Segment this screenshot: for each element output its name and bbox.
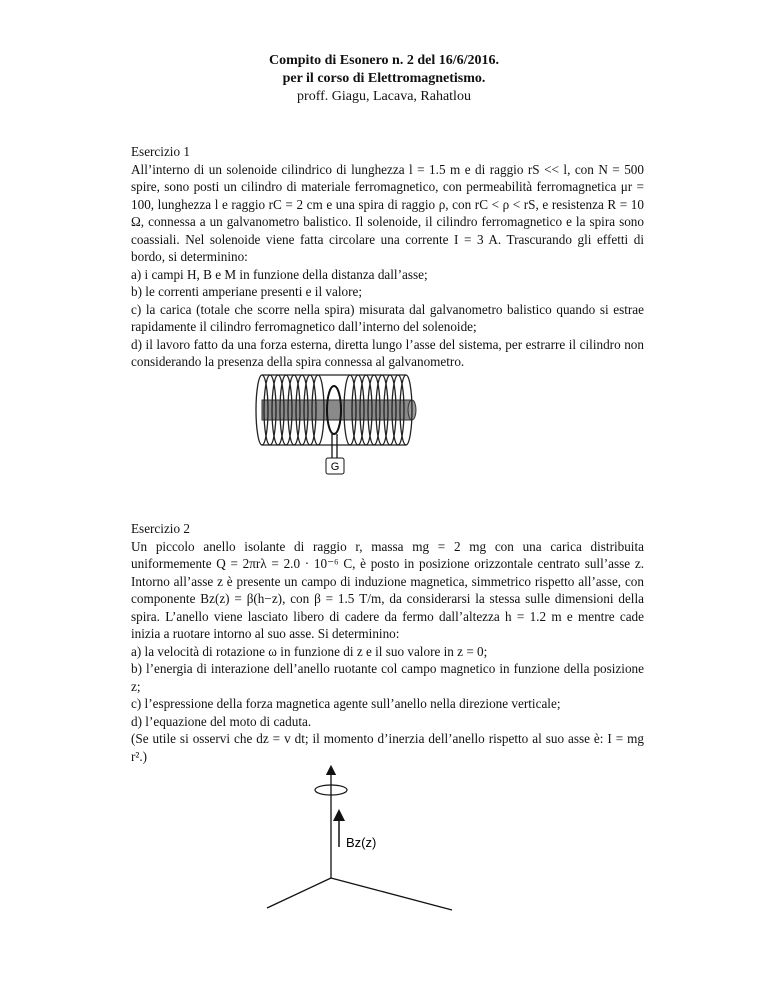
exercise-2-item-c: c) l’espressione della forza magnetica agente sull’anello nella direzione verticale;: [131, 696, 561, 711]
exercise-1-item-c: c) la carica (totale che scorre nella spira) misurata dal galvanometro balistico quando si estrae rapidamente il cilindro ferromagnetico dall’interno del solenoide;: [131, 301, 644, 334]
exercise-2-body: Un piccolo anello isolante di raggio r, massa mg = 2 mg con una carica distribuita uniformemente Q = 2πrλ = 2.0 · 10⁻⁶ C, è posto in posizione orizzontale centrato sull’asse z. Intorno all’asse z è presente un campo di induzione magnetica, simmetrico rispetto all’asse, con componente Bz(z) = β(h−z), con β = 1.5 T/m, da considerarsi la stessa sulle dimensioni della spira. L’anello viene lasciato libero di cadere da fermo dall’altezza h = 1.2 m e mentre cade inizia a ruotare intorno al suo asse. Si determinino:: [131, 538, 644, 641]
solenoid-figure: [252, 368, 422, 480]
exercise-1-title: Esercizio 1: [131, 144, 190, 159]
course-title: per il corso di Elettromagnetismo.: [282, 71, 486, 86]
exercise-1-item-a: a) i campi H, B e M in funzione della distanza dall’asse;: [131, 266, 428, 282]
exercise-1-item-b: b) le correnti amperiane presenti e il valore;: [131, 284, 363, 299]
exercise-2-item-b: b) l’energia di interazione dell’anello ruotante col campo magnetico in funzione della posizione z;: [131, 661, 644, 694]
bz-label: Bz(z): [346, 835, 377, 850]
ring-diagram: [262, 765, 462, 915]
galvanometer-label: G: [330, 461, 340, 473]
exercise-2-item-d: d) l’equazione del moto di caduta.: [131, 713, 312, 729]
x-axis: [267, 878, 331, 908]
y-axis: [331, 878, 452, 910]
exam-title: Compito di Esonero n. 2 del 16/6/2016.: [269, 53, 499, 68]
solenoid-diagram: [252, 368, 422, 480]
document-header: [0, 52, 768, 106]
ring-figure: [262, 765, 462, 915]
exercise-2-item-a: a) la velocità di rotazione ω in funzione di z e il suo valore in z = 0;: [131, 643, 488, 659]
exercise-1-body: All’interno di un solenoide cilindrico di lunghezza l = 1.5 m e di raggio rS << l, con N = 500 spire, sono posti un cilindro di materiale ferromagnetico, con permeabilità ferromagnetica μr = 100, lunghezza l e raggio rC = 2 cm e una spira di raggio ρ, con rC < ρ < rS, e resistenza R = 10 Ω, connessa a un galvanometro balistico. Il solenoide, il cilindro ferromagnetico e la spira sono coassiali. Nel solenoide viene fatta circolare una corrente I = 3 A. Trascurando gli effetti di bordo, si determinino:: [131, 161, 644, 264]
exercise-2-title: Esercizio 2: [131, 521, 190, 536]
professors: proff. Giagu, Lacava, Rahatlou: [297, 89, 471, 104]
exercise-2-note: (Se utile si osservi che dz = v dt; il momento d’inerzia dell’anello rispetto al suo asse è: I = mg r².): [131, 731, 644, 764]
exercise-1-item-d: d) il lavoro fatto da una forza esterna, diretta lungo l’asse del sistema, per estrarre il cilindro non considerando la presenza della spira connessa al galvanometro.: [131, 336, 644, 369]
exercise-2: [131, 520, 644, 765]
exercise-1: [131, 143, 644, 371]
